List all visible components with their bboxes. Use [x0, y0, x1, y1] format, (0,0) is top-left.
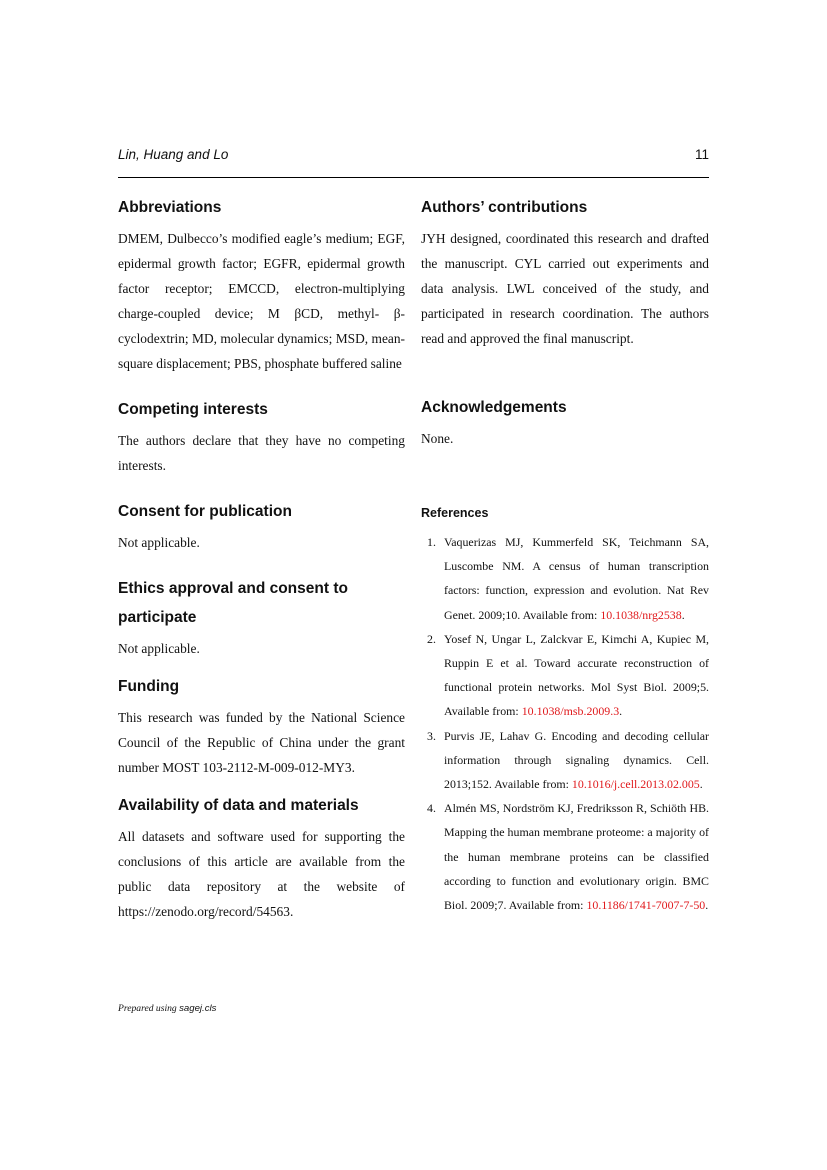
abbreviations-text: DMEM, Dulbecco’s modified eagle’s medium; EGF, epidermal growth factor; EGFR, epidermal growth factor receptor; EMCCD, electron-multiplying charge-coupled device; M βCD, methyl- β-cyclodextrin; MD, molecular dynamics; MSD, mean-square displacement; PBS, phosphate buffered saline: [118, 231, 405, 371]
references-section: [421, 503, 709, 917]
ethics-heading: Ethics approval and consent to participate: [118, 580, 348, 626]
reference-tail: .: [705, 898, 709, 913]
acknowledgements-text: None.: [421, 431, 454, 446]
reference-text: Vaquerizas MJ, Kummerfeld SK, Teichmann SA, Luscombe NM. A census of human transcription factors: function, expression and evolution. Nat Rev Genet. 2009;10. Available from:: [444, 535, 709, 622]
acknowledgements-section: [421, 393, 709, 451]
competing-interests-text: The authors declare that they have no competing interests.: [118, 433, 405, 473]
reference-doi-link[interactable]: 10.1016/j.cell.2013.02.005: [571, 777, 700, 792]
contributions-text: JYH designed, coordinated this research and drafted the manuscript. CYL carried out experiments and data analysis. LWL conceived of the study, and participated in research coordination. The authors read and approved the final manuscript.: [421, 231, 709, 346]
running-header: [118, 147, 709, 169]
reference-list: [421, 530, 709, 917]
consent-section: [118, 497, 405, 555]
reference-number: 3.: [427, 728, 436, 743]
footer-prepared: Prepared using: [118, 1003, 180, 1014]
contributions-section: [421, 193, 709, 351]
abbreviations-heading: Abbreviations: [118, 199, 222, 216]
reference-number: 1.: [427, 535, 436, 549]
competing-interests-heading: Competing interests: [118, 401, 268, 418]
consent-text: Not applicable.: [118, 535, 200, 550]
reference-text: Purvis JE, Lahav G. Encoding and decoding cellular information through signaling dynamics. Cell. 2013;152. Available from:: [444, 728, 709, 792]
page-footer: [118, 1003, 216, 1014]
references-heading: References: [421, 506, 489, 520]
funding-section: [118, 672, 405, 780]
reference-number: 4.: [427, 801, 436, 816]
reference-tail: .: [681, 607, 685, 622]
availability-text: All datasets and software used for supporting the conclusions of this article are available from the public data repository at the website of https://zenodo.org/record/54563.: [118, 829, 405, 919]
ethics-text: Not applicable.: [118, 641, 200, 656]
reference-tail: .: [699, 777, 703, 792]
competing-interests-section: [118, 395, 405, 478]
reference-number: 2.: [427, 631, 436, 646]
acknowledgements-heading: Acknowledgements: [421, 399, 567, 416]
reference-item: [421, 627, 709, 724]
reference-doi-link[interactable]: 10.1038/nrg2538: [600, 607, 682, 622]
page-number: 11: [694, 147, 709, 162]
footer-class-file: sagej.cls: [179, 1003, 217, 1014]
reference-text: Almén MS, Nordström KJ, Fredriksson R, Schiöth HB. Mapping the human membrane proteome: a majority of the human membrane proteins can be classified according to function and evolutionary origin. BMC Biol. 2009;7. Available from:: [444, 801, 709, 913]
reference-doi-link[interactable]: 10.1186/1741-7007-7-50: [586, 898, 706, 913]
reference-item: [421, 796, 709, 917]
contributions-heading: Authors’ contributions: [421, 199, 588, 216]
abbreviations-section: [118, 193, 405, 376]
header-rule: [118, 177, 709, 178]
funding-heading: Funding: [118, 678, 180, 695]
funding-text: This research was funded by the National Science Council of the Republic of China under the grant number MOST 103-2112-M-009-012-MY3.: [118, 710, 405, 775]
reference-doi-link[interactable]: 10.1038/msb.2009.3: [521, 704, 620, 719]
ethics-section: [118, 574, 405, 661]
reference-item: [421, 530, 709, 627]
right-column: [421, 193, 709, 917]
consent-heading: Consent for publication: [118, 503, 292, 520]
reference-item: [421, 724, 709, 797]
reference-tail: .: [619, 704, 623, 719]
left-column: [118, 193, 405, 924]
availability-heading: Availability of data and materials: [118, 797, 359, 814]
availability-section: [118, 791, 405, 924]
reference-text: Yosef N, Ungar L, Zalckvar E, Kimchi A, Kupiec M, Ruppin E et al. Toward accurate reconstruction of functional protein networks. Mol Syst Biol. 2009;5. Available from:: [444, 631, 709, 719]
running-header-authors: Lin, Huang and Lo: [118, 147, 229, 162]
